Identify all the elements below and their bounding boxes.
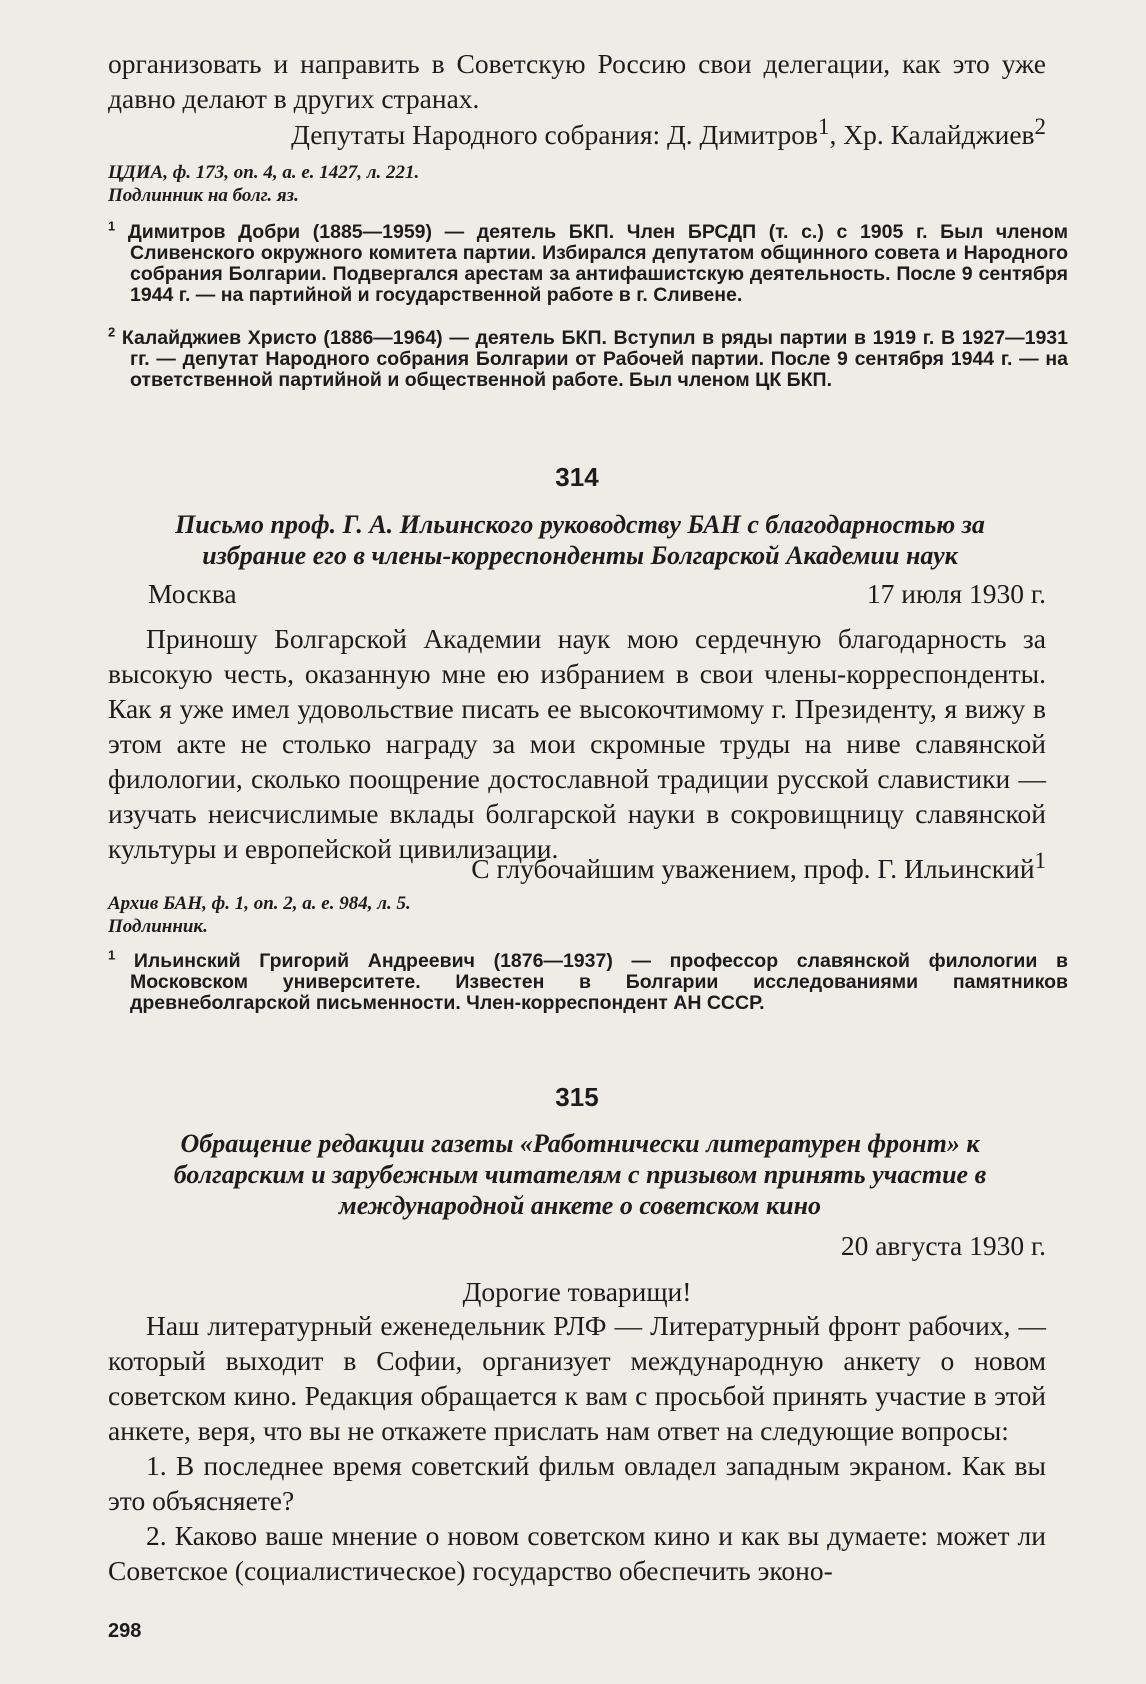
signature-ilyinsky: С глубочайшим уважением, проф. Г. Ильинский$^1$	[471, 847, 1046, 884]
question-1: 1. В последнее время советский фильм овладел западным экраном. Как вы это объясняете?	[108, 1450, 1046, 1516]
footnote-kalaydzhiev: $^2$ Калайджиев Христо (1886—1964) — деятель БКП. Вступил в ряды партии в 1919 г. В 1927—1931 гг. — депутат Народного собрания Болгарии от Рабочей партии. После 9 сентября 1944 г. — на ответственной партийной и общественной работе. Был членом ЦК БКП.	[108, 324, 1068, 391]
page-number: 298	[108, 1620, 142, 1642]
footnote-dimitrov: $^1$ Димитров Добри (1885—1959) — деятель БКП. Член БРСДП (т. с.) с 1905 г. Был членом Сливенского окружного комитета партии. Избирался депутатом общинного совета и Народного собрания Болгарии. Подвергался арестам за антифашистскую деятельность. После 9 сентября 1944 г. — на партийной и государственной работе в г. Сливене.	[108, 218, 1068, 306]
signature-deputies: Депутаты Народного собрания: Д. Димитров$^1$, Хр. Калайджиев$^2$	[291, 113, 1046, 150]
question-2: 2. Каково ваше мнение о новом советском кино и как вы думаете: может ли Советское (социалистическое) государство обеспечить эконо-	[108, 1520, 1046, 1586]
footnote-ilyinsky: $^1$ Ильинский Григорий Андреевич (1876—1937) — профессор славянской филологии в Московском университете. Известен в Болгарии исследованиями памятников древнеболгарской письменности. Член-корреспондент АН СССР.	[108, 947, 1068, 1014]
document-315-body: Наш литературный еженедельник РЛФ — Литературный фронт рабочих, — который выходит в Софии, организует международную анкету о новом советском кино. Редакция обращается к вам с просьбой принять участие в этой анкете, веря, что вы не откажете прислать нам ответ на следующие вопросы:	[108, 1310, 1046, 1446]
archive-source-314-note: Подлинник.	[108, 916, 208, 937]
document-314-body: Приношу Болгарской Академии наук мою сердечную благодарность за высокую честь, оказанную мне ею избранием в свои члены-корреспонденты. Как я уже имел удовольствие писать ее высокочтимому г. Президенту, я вижу в этом акте не столько награду за мои скромные труды на ниве славянской филологии, сколько поощрение достославной традиции русской славистики — изучать неисчислимые вклады болгарской науки в сокровищницу славянской культуры и европейской цивилизации.	[108, 623, 1046, 864]
place: Москва	[148, 578, 237, 609]
archive-source-1: ЦДИА, ф. 173, оп. 4, а. е. 1427, л. 221.	[108, 162, 420, 183]
place-date-314	[108, 576, 1046, 611]
document-315-heading: Обращение редакции газеты «Работнически литературен фронт» к болгарским и зарубежным читателям с призывом принять участие в международной анкете о советском кино	[173, 1129, 987, 1220]
date-315: 20 августа 1930 г.	[840, 1230, 1046, 1261]
archive-source-1-note: Подлинник на болг. яз.	[108, 185, 299, 206]
document-314-heading: Письмо проф. Г. А. Ильинского руководству БАН с благодарностью за избрание его в члены-корреспонденты Болгарской Академии наук	[175, 510, 985, 570]
document-number-315: 315	[555, 1082, 599, 1112]
document-number-314: 314	[555, 462, 599, 492]
date: 17 июля 1930 г.	[866, 578, 1046, 609]
top-paragraph: организовать и направить в Советскую Россию свои делегации, как это уже давно делают в других странах.	[108, 48, 1046, 114]
archive-source-314: Архив БАН, ф. 1, оп. 2, а. е. 984, л. 5.	[108, 893, 411, 914]
salutation: Дорогие товарищи!	[462, 1276, 692, 1307]
